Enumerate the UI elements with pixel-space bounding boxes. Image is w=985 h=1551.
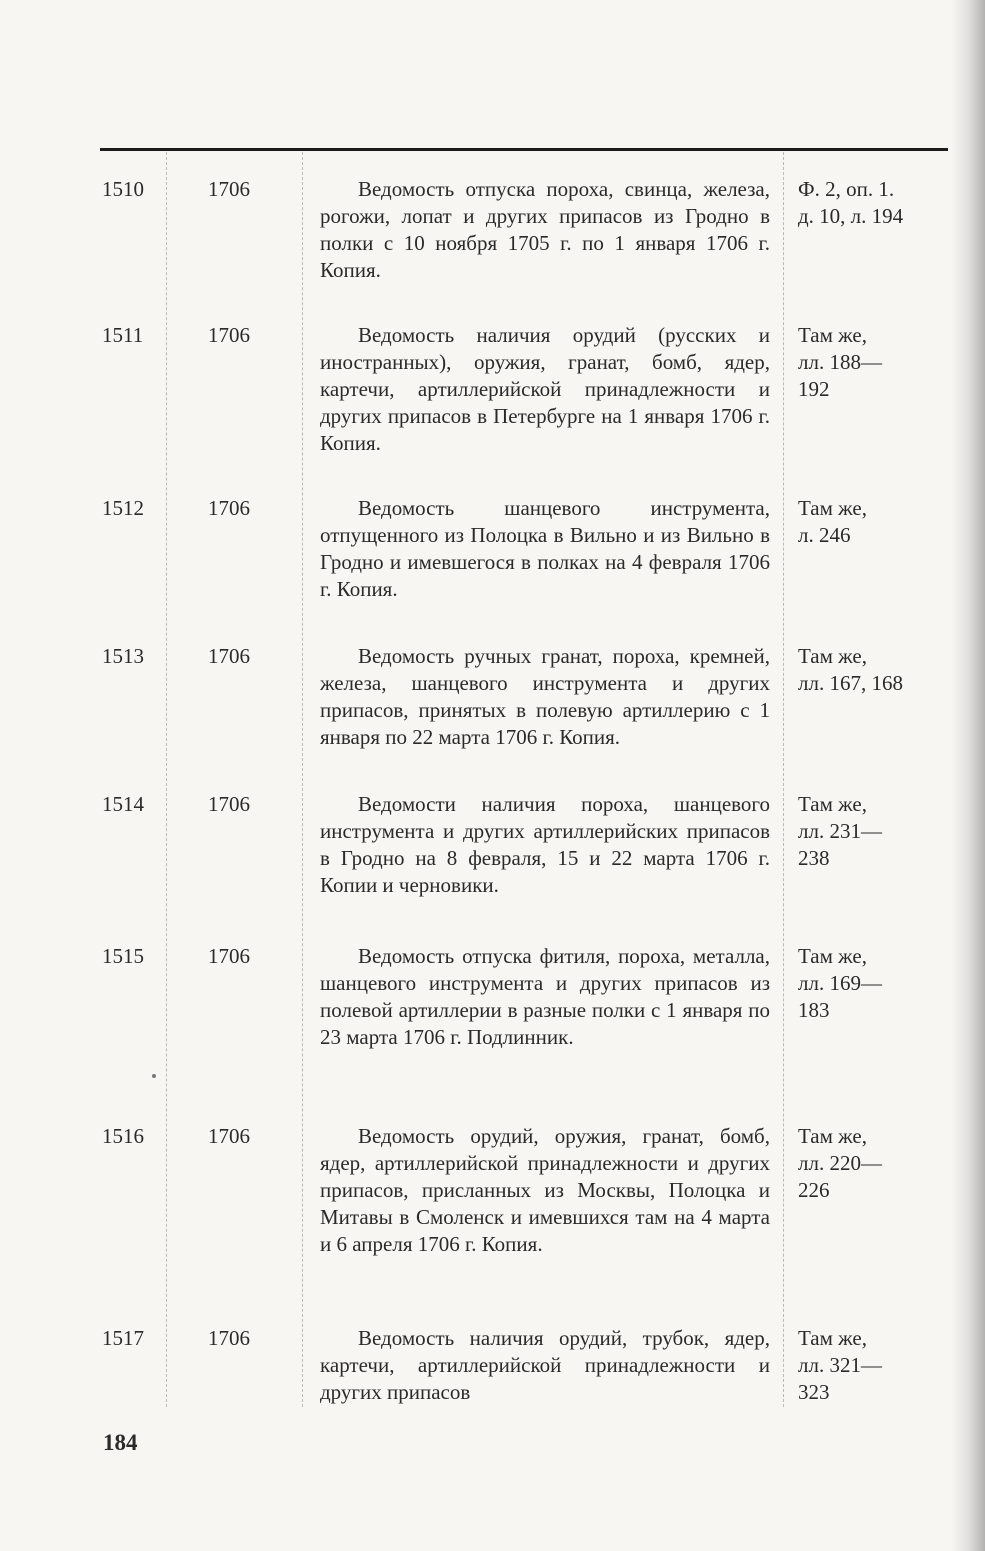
entry-description: Ведомость наличия орудий (русских и иностранных), оружия, гранат, бомб, ядер, картечи, артиллерийской принадлежности и других припасов в Петербурге на 1 января 1706 г. Копия. xyxy=(320,323,770,455)
entry-archive-reference: Там же, л. 246 xyxy=(798,496,867,547)
entry-number: 1510 xyxy=(102,177,144,201)
table-top-rule xyxy=(100,148,948,151)
entry-year: 1706 xyxy=(208,1124,250,1148)
entry-number: 1517 xyxy=(102,1326,144,1350)
entry-archive-reference: Там же, лл. 167, 168 xyxy=(798,644,903,695)
entry-number: 1513 xyxy=(102,644,144,668)
entry-year: 1706 xyxy=(208,1326,250,1350)
entry-year: 1706 xyxy=(208,496,250,520)
entry-year: 1706 xyxy=(208,644,250,668)
page-number: 184 xyxy=(103,1430,138,1455)
entry-description: Ведомость орудий, оружия, гранат, бомб, ядер, артиллерийской принадлежности и других припасов, присланных из Москвы, Полоцка и Митавы в Смоленск и имевшихся там на 4 марта и 6 апреля 1706 г. Копия. xyxy=(320,1124,770,1256)
entry-year: 1706 xyxy=(208,944,250,968)
scan-speck xyxy=(152,1074,156,1078)
entry-number: 1516 xyxy=(102,1124,144,1148)
column-divider-1 xyxy=(166,152,167,1407)
entry-number: 1514 xyxy=(102,792,144,816)
entry-year: 1706 xyxy=(208,323,250,347)
entry-archive-reference: Там же, лл. 321— 323 xyxy=(798,1326,882,1404)
entry-number: 1512 xyxy=(102,496,144,520)
entry-description: Ведомость наличия орудий, трубок, ядер, картечи, артиллерийской принадлежности и других припасов xyxy=(320,1326,770,1404)
entry-year: 1706 xyxy=(208,177,250,201)
entry-archive-reference: Там же, лл. 220— 226 xyxy=(798,1124,882,1202)
entry-description: Ведомость ручных гранат, пороха, кремней, железа, шанцевого инструмента и других припасов, принятых в полевую артиллерию с 1 января по 22 марта 1706 г. Копия. xyxy=(320,644,770,749)
entry-description: Ведомость отпуска фитиля, пороха, металла, шанцевого инструмента и других припасов из полевой артиллерии в разные полки с 1 января по 23 марта 1706 г. Подлинник. xyxy=(320,944,770,1049)
entry-archive-reference: Там же, лл. 231— 238 xyxy=(798,792,882,870)
entry-description: Ведомость отпуска пороха, свинца, железа, рогожи, лопат и других припасов из Гродно в полки с 10 ноября 1705 г. по 1 января 1706 г. Копия. xyxy=(320,177,770,282)
entry-archive-reference: Ф. 2, оп. 1. д. 10, л. 194 xyxy=(798,177,904,228)
column-divider-3 xyxy=(783,152,784,1407)
entry-archive-reference: Там же, лл. 169— 183 xyxy=(798,944,882,1022)
entry-archive-reference: Там же, лл. 188— 192 xyxy=(798,323,882,401)
entry-number: 1511 xyxy=(102,323,144,347)
entry-description: Ведомости наличия пороха, шанцевого инструмента и других артиллерийских припасов в Гродно на 8 февраля, 15 и 22 марта 1706 г. Копии и черновики. xyxy=(320,792,770,897)
entry-year: 1706 xyxy=(208,792,250,816)
scan-page-edge-shadow xyxy=(951,0,985,1551)
entry-description: Ведомость шанцевого инструмента, отпущенного из Полоцка в Вильно и из Вильно в Гродно и имевшегося в полках на 4 февраля 1706 г. Копия. xyxy=(320,496,770,601)
column-divider-2 xyxy=(302,152,303,1407)
entry-number: 1515 xyxy=(102,944,144,968)
